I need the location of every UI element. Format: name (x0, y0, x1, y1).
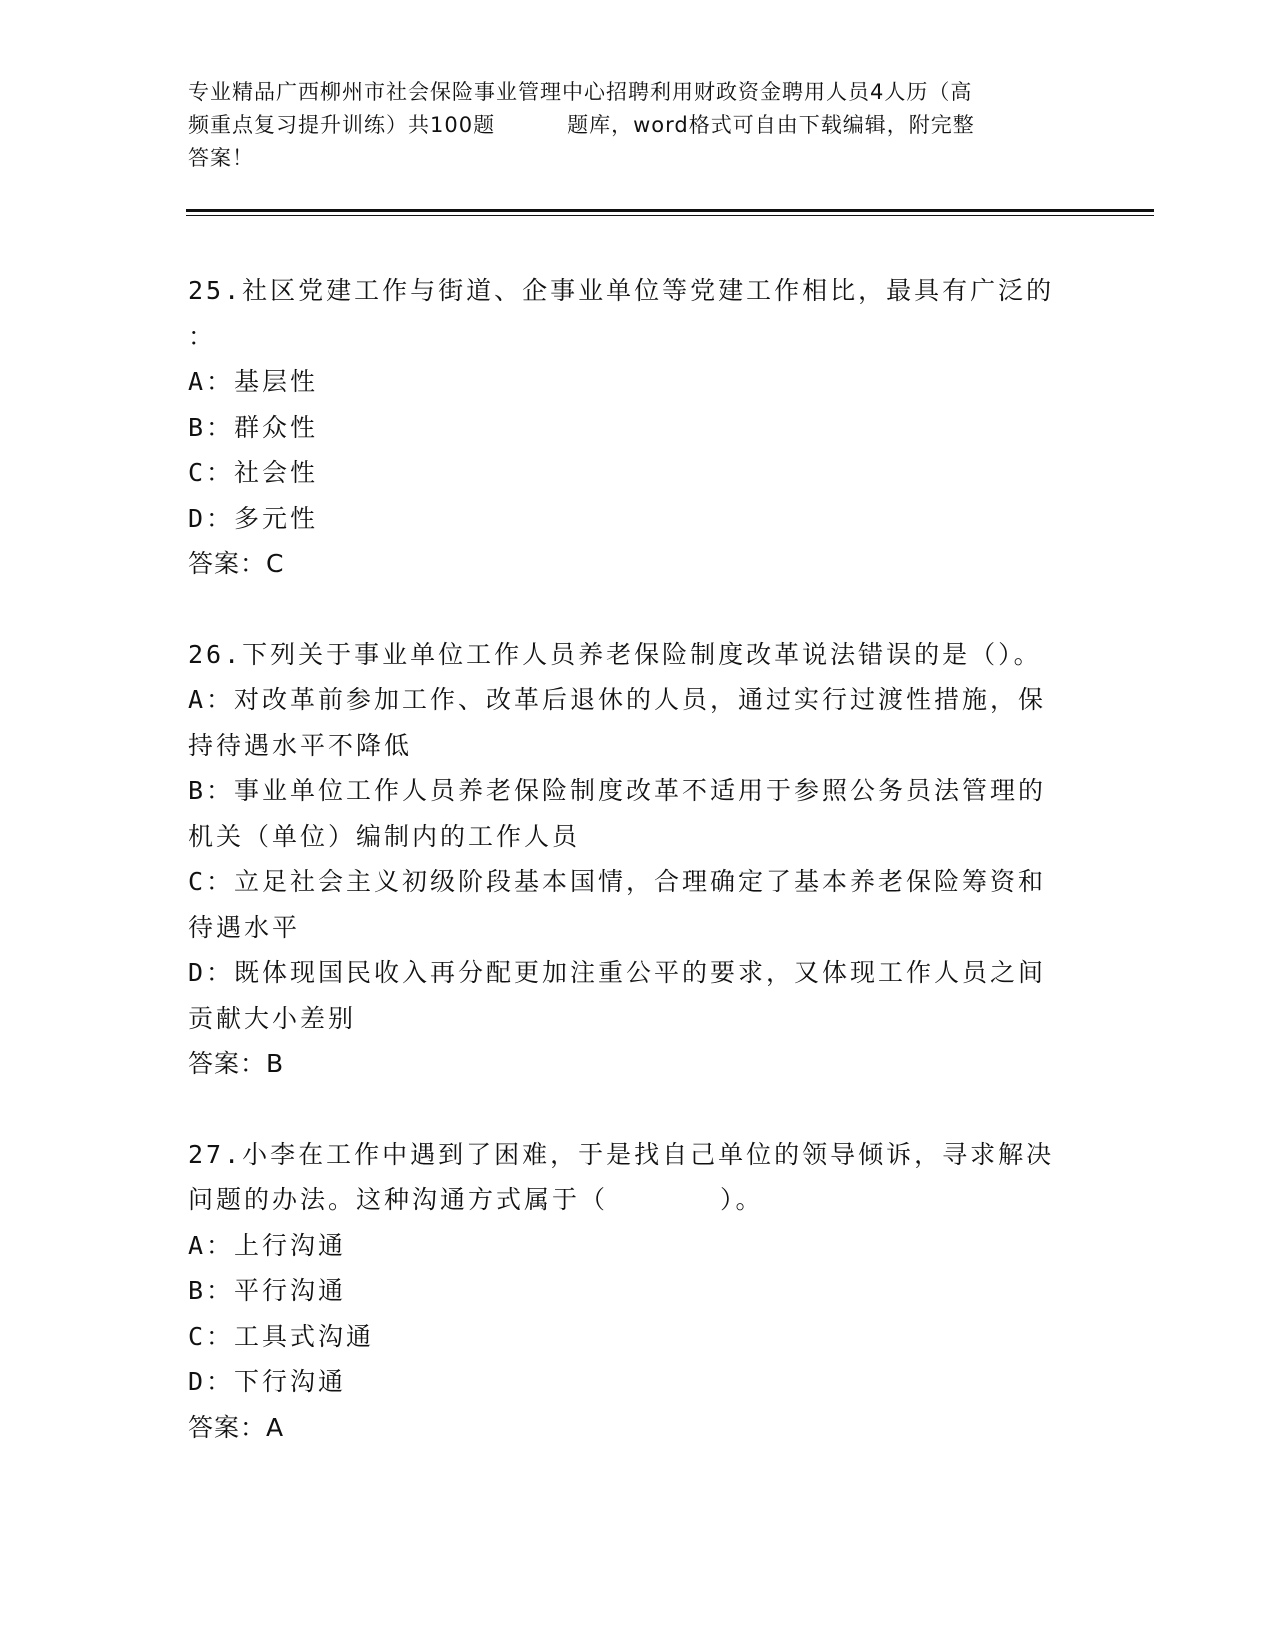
option-c: C：社会性 (188, 458, 319, 487)
document-header (188, 76, 1088, 175)
question-text-line: ： (188, 321, 217, 351)
header-line-3: 答案！ (188, 146, 254, 170)
answer-line: 答案：B (188, 1049, 285, 1078)
option-c-line-2: 待遇水平 (188, 912, 301, 942)
option-a: A：上行沟通 (188, 1230, 347, 1260)
header-line-2-part-1: 频重点复习提升训练）共100题 (188, 113, 496, 137)
option-d: D：多元性 (188, 503, 319, 533)
question-25 (188, 268, 1088, 587)
header-line-2 (188, 109, 1088, 142)
header-divider-thick (186, 209, 1154, 212)
question-text-line: 问题的办法。这种沟通方式属于（ ）。 (188, 1185, 764, 1214)
question-text-line: 26.下列关于事业单位工作人员养老保险制度改革说法错误的是（）。 (188, 639, 1042, 669)
question-27 (188, 1132, 1088, 1451)
question-26 (188, 632, 1088, 1087)
option-c-line-1: C：立足社会主义初级阶段基本国情，合理确定了基本养老保险筹资和 (188, 867, 1047, 896)
question-text-line: 25.社区党建工作与街道、企事业单位等党建工作相比，最具有广泛的 (188, 276, 1055, 305)
option-b-line-2: 机关（单位）编制内的工作人员 (188, 821, 581, 851)
header-line-1: 专业精品广西柳州市社会保险事业管理中心招聘利用财政资金聘用人员4人历（高 (188, 80, 973, 104)
option-d-line-1: D：既体现国民收入再分配更加注重公平的要求，又体现工作人员之间 (188, 958, 1047, 987)
option-b: B：群众性 (188, 412, 319, 442)
option-d-line-2: 贡献大小差别 (188, 1003, 357, 1033)
header-divider-thin (186, 215, 1154, 216)
option-d: D：下行沟通 (188, 1367, 347, 1396)
header-line-2-part-2: 题库，word格式可自由下载编辑，附完整 (567, 113, 975, 137)
option-c: C：工具式沟通 (188, 1321, 375, 1351)
option-a-line-1: A：对改革前参加工作、改革后退休的人员，通过实行过渡性措施，保 (188, 685, 1047, 714)
option-a: A：基层性 (188, 367, 319, 396)
question-text-line: 27.小李在工作中遇到了困难，于是找自己单位的领导倾诉，寻求解决 (188, 1139, 1055, 1169)
option-b: B：平行沟通 (188, 1276, 347, 1305)
question-list (188, 268, 1088, 1495)
answer-line: 答案：C (188, 549, 285, 578)
answer-line: 答案：A (188, 1412, 285, 1442)
option-b-line-1: B：事业单位工作人员养老保险制度改革不适用于参照公务员法管理的 (188, 776, 1047, 805)
option-a-line-2: 持待遇水平不降低 (188, 730, 413, 760)
